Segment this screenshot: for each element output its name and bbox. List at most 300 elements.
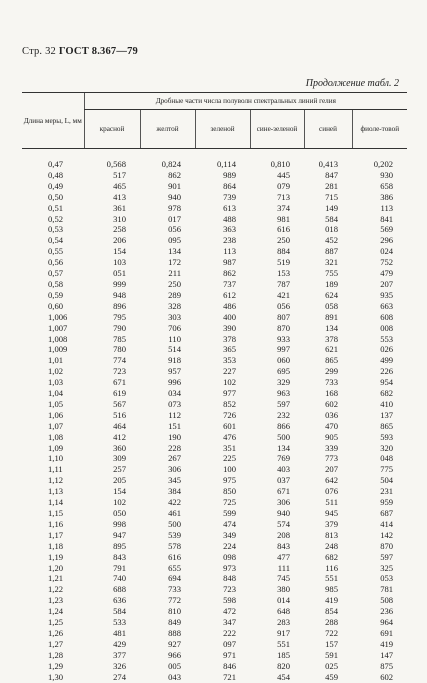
fraction-cell: 303 — [168, 311, 181, 322]
fraction-cell: 624 — [325, 289, 338, 300]
fraction-cell: 733 — [168, 584, 181, 595]
fraction-cell: 403 — [277, 464, 290, 475]
fraction-cell: 0,413 — [318, 159, 338, 169]
fraction-cell: 733 — [325, 377, 338, 388]
length-cell: 1,22 — [48, 584, 64, 595]
fraction-cell: 008 — [380, 322, 394, 333]
fraction-cell: 725 — [223, 497, 236, 508]
length-cell: 1,24 — [48, 606, 64, 617]
fraction-cell: 363 — [223, 224, 236, 235]
fraction-cell: 134 — [277, 442, 290, 453]
length-cell: 1,009 — [48, 344, 68, 355]
fraction-cell: 901 — [168, 180, 181, 191]
fraction-cell: 257 — [113, 464, 126, 475]
length-cell: 1,20 — [48, 562, 64, 573]
fraction-cell: 036 — [325, 409, 338, 420]
fraction-cell: 274 — [113, 671, 126, 682]
fraction-cell: 079 — [277, 180, 290, 191]
fraction-cell: 599 — [223, 508, 236, 518]
fraction-cell: 973 — [223, 562, 236, 573]
length-cell: 0,47 — [48, 159, 64, 169]
fraction-cell: 309 — [113, 453, 126, 464]
fraction-cell: 470 — [325, 420, 338, 431]
table-row — [22, 355, 407, 366]
fraction-cell: 865 — [380, 420, 394, 431]
length-cell: 1,25 — [48, 617, 64, 628]
fraction-cell: 567 — [113, 398, 126, 409]
fraction-cell: 349 — [223, 529, 236, 540]
fraction-cell: 896 — [113, 300, 126, 311]
fraction-cell: 412 — [113, 431, 126, 442]
fraction-cell: 966 — [168, 649, 181, 660]
fraction-cell: 134 — [325, 322, 338, 333]
fraction-cell: 306 — [277, 497, 290, 508]
fraction-cell: 597 — [277, 398, 290, 409]
fraction-cell: 231 — [380, 486, 394, 497]
fraction-cell: 014 — [277, 595, 290, 606]
fraction-cell: 745 — [277, 573, 290, 584]
fraction-cell: 474 — [223, 518, 236, 529]
length-cell: 1,30 — [48, 671, 64, 682]
fraction-cell: 018 — [325, 224, 338, 235]
column-header-yellow: желтой — [140, 110, 195, 149]
fraction-cell: 987 — [223, 257, 236, 268]
fraction-cell: 642 — [325, 475, 338, 486]
fraction-cell: 772 — [168, 595, 181, 606]
fraction-cell: 533 — [113, 617, 126, 628]
table-row — [22, 181, 407, 192]
length-cell: 0,50 — [48, 191, 64, 202]
fraction-cell: 154 — [113, 486, 126, 497]
fraction-cell: 985 — [325, 584, 338, 595]
fraction-cell: 149 — [325, 202, 338, 213]
fraction-cell: 207 — [380, 278, 394, 289]
fraction-cell: 613 — [223, 202, 236, 213]
fraction-cell: 464 — [113, 420, 126, 431]
fraction-cell: 726 — [223, 409, 236, 420]
length-cell: 0,57 — [48, 268, 64, 279]
fraction-cell: 429 — [113, 638, 126, 649]
fraction-cell: 787 — [277, 278, 290, 289]
fraction-cell: 917 — [277, 627, 290, 638]
table-row — [22, 672, 407, 683]
fraction-cell: 380 — [277, 584, 290, 595]
fraction-cell: 517 — [113, 169, 126, 180]
fraction-cell: 248 — [325, 540, 338, 551]
fraction-cell: 414 — [380, 518, 394, 529]
table-row — [22, 530, 407, 541]
fraction-cell: 847 — [325, 169, 338, 180]
table-row — [22, 192, 407, 203]
table-row — [22, 606, 407, 617]
fraction-cell: 539 — [168, 529, 181, 540]
fraction-cell: 116 — [325, 562, 338, 573]
fraction-cell: 374 — [277, 202, 290, 213]
page-number: Стр. 32 — [22, 46, 56, 57]
fraction-cell: 102 — [223, 377, 236, 388]
column-header-blue-green: сине-зеленой — [250, 110, 304, 149]
fraction-cell: 785 — [113, 333, 126, 344]
fraction-cell: 142 — [380, 529, 394, 540]
fraction-cell: 226 — [380, 366, 394, 377]
fraction-cell: 963 — [277, 388, 290, 399]
table-row — [22, 453, 407, 464]
fraction-cell: 056 — [277, 300, 290, 311]
fraction-cell: 935 — [380, 289, 394, 300]
fraction-cell: 060 — [277, 355, 290, 366]
fraction-cell: 281 — [325, 180, 338, 191]
fraction-cell: 351 — [223, 442, 236, 453]
fraction-cell: 843 — [277, 540, 290, 551]
column-header-blue: синей — [304, 110, 352, 149]
length-cell: 1,07 — [48, 420, 64, 431]
fraction-cell: 795 — [113, 311, 126, 322]
fraction-cell: 500 — [168, 518, 181, 529]
fraction-cell: 0,824 — [161, 159, 181, 169]
fraction-cell: 461 — [168, 508, 181, 518]
fraction-cell: 454 — [277, 671, 290, 682]
fraction-cell: 147 — [380, 649, 394, 660]
fraction-cell: 884 — [277, 246, 290, 257]
column-header-green: зеленой — [195, 110, 250, 149]
fraction-cell: 034 — [168, 388, 181, 399]
fraction-cell: 964 — [380, 617, 394, 628]
fraction-cell: 211 — [168, 268, 181, 279]
fraction-cell: 421 — [277, 289, 290, 300]
table-row — [22, 584, 407, 595]
fraction-cell: 948 — [113, 289, 126, 300]
fraction-cell: 0,202 — [373, 159, 394, 169]
fraction-cell: 875 — [380, 660, 394, 671]
table-row — [22, 552, 407, 563]
length-cell: 1,27 — [48, 638, 64, 649]
fraction-cell: 810 — [168, 606, 181, 617]
fraction-cell: 504 — [380, 475, 394, 486]
fraction-cell: 636 — [113, 595, 126, 606]
fraction-cell: 551 — [325, 573, 338, 584]
fraction-cell: 774 — [113, 355, 126, 366]
length-cell: 1,13 — [48, 486, 64, 497]
fraction-cell: 134 — [168, 246, 181, 257]
fraction-cell: 328 — [168, 300, 181, 311]
fraction-cell: 288 — [325, 617, 338, 628]
fraction-cell: 250 — [277, 235, 290, 246]
fraction-cell: 597 — [380, 551, 394, 562]
fraction-cell: 578 — [168, 540, 181, 551]
fraction-cell: 296 — [380, 235, 394, 246]
fraction-cell: 326 — [113, 660, 126, 671]
fraction-cell: 722 — [325, 627, 338, 638]
fraction-cell: 499 — [380, 355, 394, 366]
fraction-cell: 971 — [223, 649, 236, 660]
fraction-cell: 584 — [113, 606, 126, 617]
fraction-cell: 574 — [277, 518, 290, 529]
length-cell: 1,04 — [48, 388, 64, 399]
table-row — [22, 388, 407, 399]
fraction-cell: 616 — [277, 224, 290, 235]
fraction-cell: 862 — [168, 169, 181, 180]
fraction-cell: 755 — [325, 268, 338, 279]
fraction-cell: 862 — [223, 268, 236, 279]
fraction-cell: 989 — [223, 169, 236, 180]
table-row — [22, 432, 407, 443]
fraction-cell: 927 — [168, 638, 181, 649]
fraction-cell: 723 — [223, 584, 236, 595]
fraction-cell: 017 — [168, 213, 181, 224]
length-column-header: Длина меры, L, мм — [22, 93, 84, 149]
table-row — [22, 617, 407, 628]
fraction-cell: 602 — [325, 398, 338, 409]
table-row — [22, 639, 407, 650]
spacer-row — [22, 149, 407, 160]
fraction-cell: 051 — [113, 268, 126, 279]
fraction-cell: 870 — [277, 322, 290, 333]
fraction-cell: 688 — [113, 584, 126, 595]
length-cell: 1,12 — [48, 475, 64, 486]
fraction-cell: 977 — [223, 388, 236, 399]
length-cell: 1,18 — [48, 540, 64, 551]
length-cell: 1,008 — [48, 333, 68, 344]
fraction-cell: 999 — [113, 278, 126, 289]
fraction-cell: 775 — [380, 464, 394, 475]
fraction-cell: 691 — [380, 627, 394, 638]
table-row — [22, 257, 407, 268]
fraction-cell: 687 — [380, 508, 394, 518]
table-row — [22, 628, 407, 639]
length-cell: 0,53 — [48, 224, 64, 235]
fraction-cell: 959 — [380, 497, 394, 508]
table-row — [22, 595, 407, 606]
fraction-cell: 005 — [168, 660, 181, 671]
fraction-cell: 739 — [223, 191, 236, 202]
fraction-cell: 026 — [380, 344, 394, 355]
length-cell: 1,05 — [48, 398, 64, 409]
fraction-cell: 477 — [277, 551, 290, 562]
length-cell: 1,007 — [48, 322, 68, 333]
fraction-cell: 996 — [168, 377, 181, 388]
fraction-cell: 905 — [325, 431, 338, 442]
fraction-cell: 888 — [168, 627, 181, 638]
length-cell: 1,14 — [48, 497, 64, 508]
fraction-cell: 849 — [168, 617, 181, 628]
table-row — [22, 563, 407, 574]
length-cell: 1,11 — [48, 464, 63, 475]
length-cell: 1,01 — [48, 355, 64, 366]
fraction-cell: 591 — [325, 649, 338, 660]
fraction-cell: 025 — [325, 660, 338, 671]
table-body — [22, 149, 407, 683]
column-header-violet: фиоле-товой — [352, 110, 407, 149]
fraction-cell: 598 — [223, 595, 236, 606]
fraction-cell: 384 — [168, 486, 181, 497]
fraction-cell: 422 — [168, 497, 181, 508]
fraction-cell: 043 — [168, 671, 181, 682]
length-cell: 1,29 — [48, 660, 64, 671]
fraction-cell: 390 — [223, 322, 236, 333]
table-row — [22, 301, 407, 312]
fraction-cell: 113 — [223, 246, 236, 257]
fraction-cell: 947 — [113, 529, 126, 540]
table-row — [22, 573, 407, 584]
fraction-cell: 250 — [168, 278, 181, 289]
standard-number: ГОСТ 8.367—79 — [58, 46, 138, 57]
fraction-cell: 773 — [325, 453, 338, 464]
fraction-cell: 097 — [223, 638, 236, 649]
fraction-cell: 379 — [325, 518, 338, 529]
length-cell: 1,28 — [48, 649, 64, 660]
fraction-cell: 098 — [223, 551, 236, 562]
fraction-cell: 289 — [168, 289, 181, 300]
fraction-cell: 945 — [325, 508, 338, 518]
fraction-cell: 752 — [380, 257, 394, 268]
fraction-cell: 225 — [223, 453, 236, 464]
fraction-cell: 476 — [223, 431, 236, 442]
fraction-cell: 419 — [380, 638, 394, 649]
fraction-cell: 612 — [223, 289, 236, 300]
table-row — [22, 312, 407, 323]
fraction-cell: 224 — [223, 540, 236, 551]
fraction-cell: 978 — [168, 202, 181, 213]
fraction-cell: 519 — [277, 257, 290, 268]
table-row — [22, 290, 407, 301]
column-header-red: красной — [84, 110, 140, 149]
fraction-cell: 843 — [113, 551, 126, 562]
fraction-cell: 206 — [113, 235, 126, 246]
fraction-cell: 791 — [113, 562, 126, 573]
length-cell: 1,09 — [48, 442, 64, 453]
fraction-cell: 228 — [168, 442, 181, 453]
fraction-cell: 360 — [113, 442, 126, 453]
fraction-cell: 419 — [325, 595, 338, 606]
fraction-cell: 154 — [113, 246, 126, 257]
fraction-cell: 208 — [277, 529, 290, 540]
fraction-cell: 584 — [325, 213, 338, 224]
length-cell: 1,06 — [48, 409, 64, 420]
table-row — [22, 410, 407, 421]
fraction-cell: 222 — [223, 627, 236, 638]
fraction-cell: 238 — [223, 235, 236, 246]
fraction-cell: 820 — [277, 660, 290, 671]
fraction-cell: 168 — [325, 388, 338, 399]
fraction-cell: 151 — [168, 420, 181, 431]
fraction-cell: 459 — [325, 671, 338, 682]
fraction-cell: 172 — [168, 257, 181, 268]
length-cell: 0,58 — [48, 278, 64, 289]
fraction-cell: 850 — [223, 486, 236, 497]
fraction-cell: 479 — [380, 268, 394, 279]
table-row — [22, 541, 407, 552]
fraction-cell: 553 — [380, 333, 394, 344]
table-row — [22, 203, 407, 214]
fraction-cell: 998 — [113, 518, 126, 529]
fraction-cell: 723 — [113, 366, 126, 377]
fraction-cell: 807 — [277, 311, 290, 322]
fraction-cell: 769 — [277, 453, 290, 464]
length-cell: 1,19 — [48, 551, 64, 562]
fraction-cell: 157 — [325, 638, 338, 649]
length-cell: 1,006 — [48, 311, 68, 322]
table-row — [22, 268, 407, 279]
fraction-cell: 050 — [113, 508, 126, 518]
fraction-cell: 648 — [277, 606, 290, 617]
fraction-cell: 619 — [113, 388, 126, 399]
fraction-cell: 378 — [223, 333, 236, 344]
fraction-cell: 056 — [168, 224, 181, 235]
fraction-cell: 930 — [380, 169, 394, 180]
fraction-cell: 940 — [168, 191, 181, 202]
fraction-cell: 713 — [277, 191, 290, 202]
fraction-cell: 954 — [380, 377, 394, 388]
length-cell: 1,23 — [48, 595, 64, 606]
fraction-cell: 306 — [168, 464, 181, 475]
length-cell: 1,21 — [48, 573, 64, 584]
fraction-cell: 841 — [380, 213, 394, 224]
fraction-cell: 671 — [277, 486, 290, 497]
table-row — [22, 170, 407, 181]
fraction-cell: 048 — [380, 453, 394, 464]
table-row — [22, 661, 407, 672]
fraction-cell: 658 — [380, 180, 394, 191]
fraction-cell: 601 — [223, 420, 236, 431]
length-cell: 0,56 — [48, 257, 64, 268]
fraction-cell: 321 — [325, 257, 338, 268]
table-row — [22, 443, 407, 454]
fraction-cell: 185 — [277, 649, 290, 660]
fraction-cell: 608 — [380, 311, 394, 322]
fraction-cell: 918 — [168, 355, 181, 366]
table-row — [22, 323, 407, 334]
table-row — [22, 421, 407, 432]
fraction-cell: 299 — [325, 366, 338, 377]
fraction-cell: 790 — [113, 322, 126, 333]
fraction-cell: 053 — [380, 573, 394, 584]
fraction-cell: 593 — [380, 431, 394, 442]
fraction-cell: 095 — [168, 235, 181, 246]
fraction-cell: 569 — [380, 224, 394, 235]
length-cell: 1,15 — [48, 508, 64, 518]
fraction-cell: 514 — [168, 344, 181, 355]
table-row — [22, 279, 407, 290]
fraction-cell: 706 — [168, 322, 181, 333]
fraction-cell: 076 — [325, 486, 338, 497]
length-cell: 0,48 — [48, 169, 64, 180]
length-cell: 0,49 — [48, 180, 64, 191]
fraction-cell: 887 — [325, 246, 338, 257]
fraction-cell: 267 — [168, 453, 181, 464]
fraction-cell: 320 — [380, 442, 394, 453]
fraction-cell: 058 — [325, 300, 338, 311]
fraction-cell: 024 — [380, 246, 394, 257]
fraction-cell: 671 — [113, 377, 126, 388]
length-cell: 0,60 — [48, 300, 64, 311]
fraction-cell: 110 — [168, 333, 181, 344]
fraction-cell: 339 — [325, 442, 338, 453]
length-cell: 1,02 — [48, 366, 64, 377]
fraction-cell: 975 — [223, 475, 236, 486]
fraction-cell: 100 — [223, 464, 236, 475]
fraction-cell: 465 — [113, 180, 126, 191]
fraction-cell: 0,114 — [216, 159, 236, 169]
fraction-cell: 345 — [168, 475, 181, 486]
fraction-cell: 205 — [113, 475, 126, 486]
fraction-cell: 037 — [277, 475, 290, 486]
fraction-cell: 102 — [113, 497, 126, 508]
table-row — [22, 214, 407, 225]
fraction-cell: 111 — [277, 562, 290, 573]
length-cell: 1,10 — [48, 453, 64, 464]
fraction-cell: 715 — [325, 191, 338, 202]
fraction-cell: 957 — [168, 366, 181, 377]
